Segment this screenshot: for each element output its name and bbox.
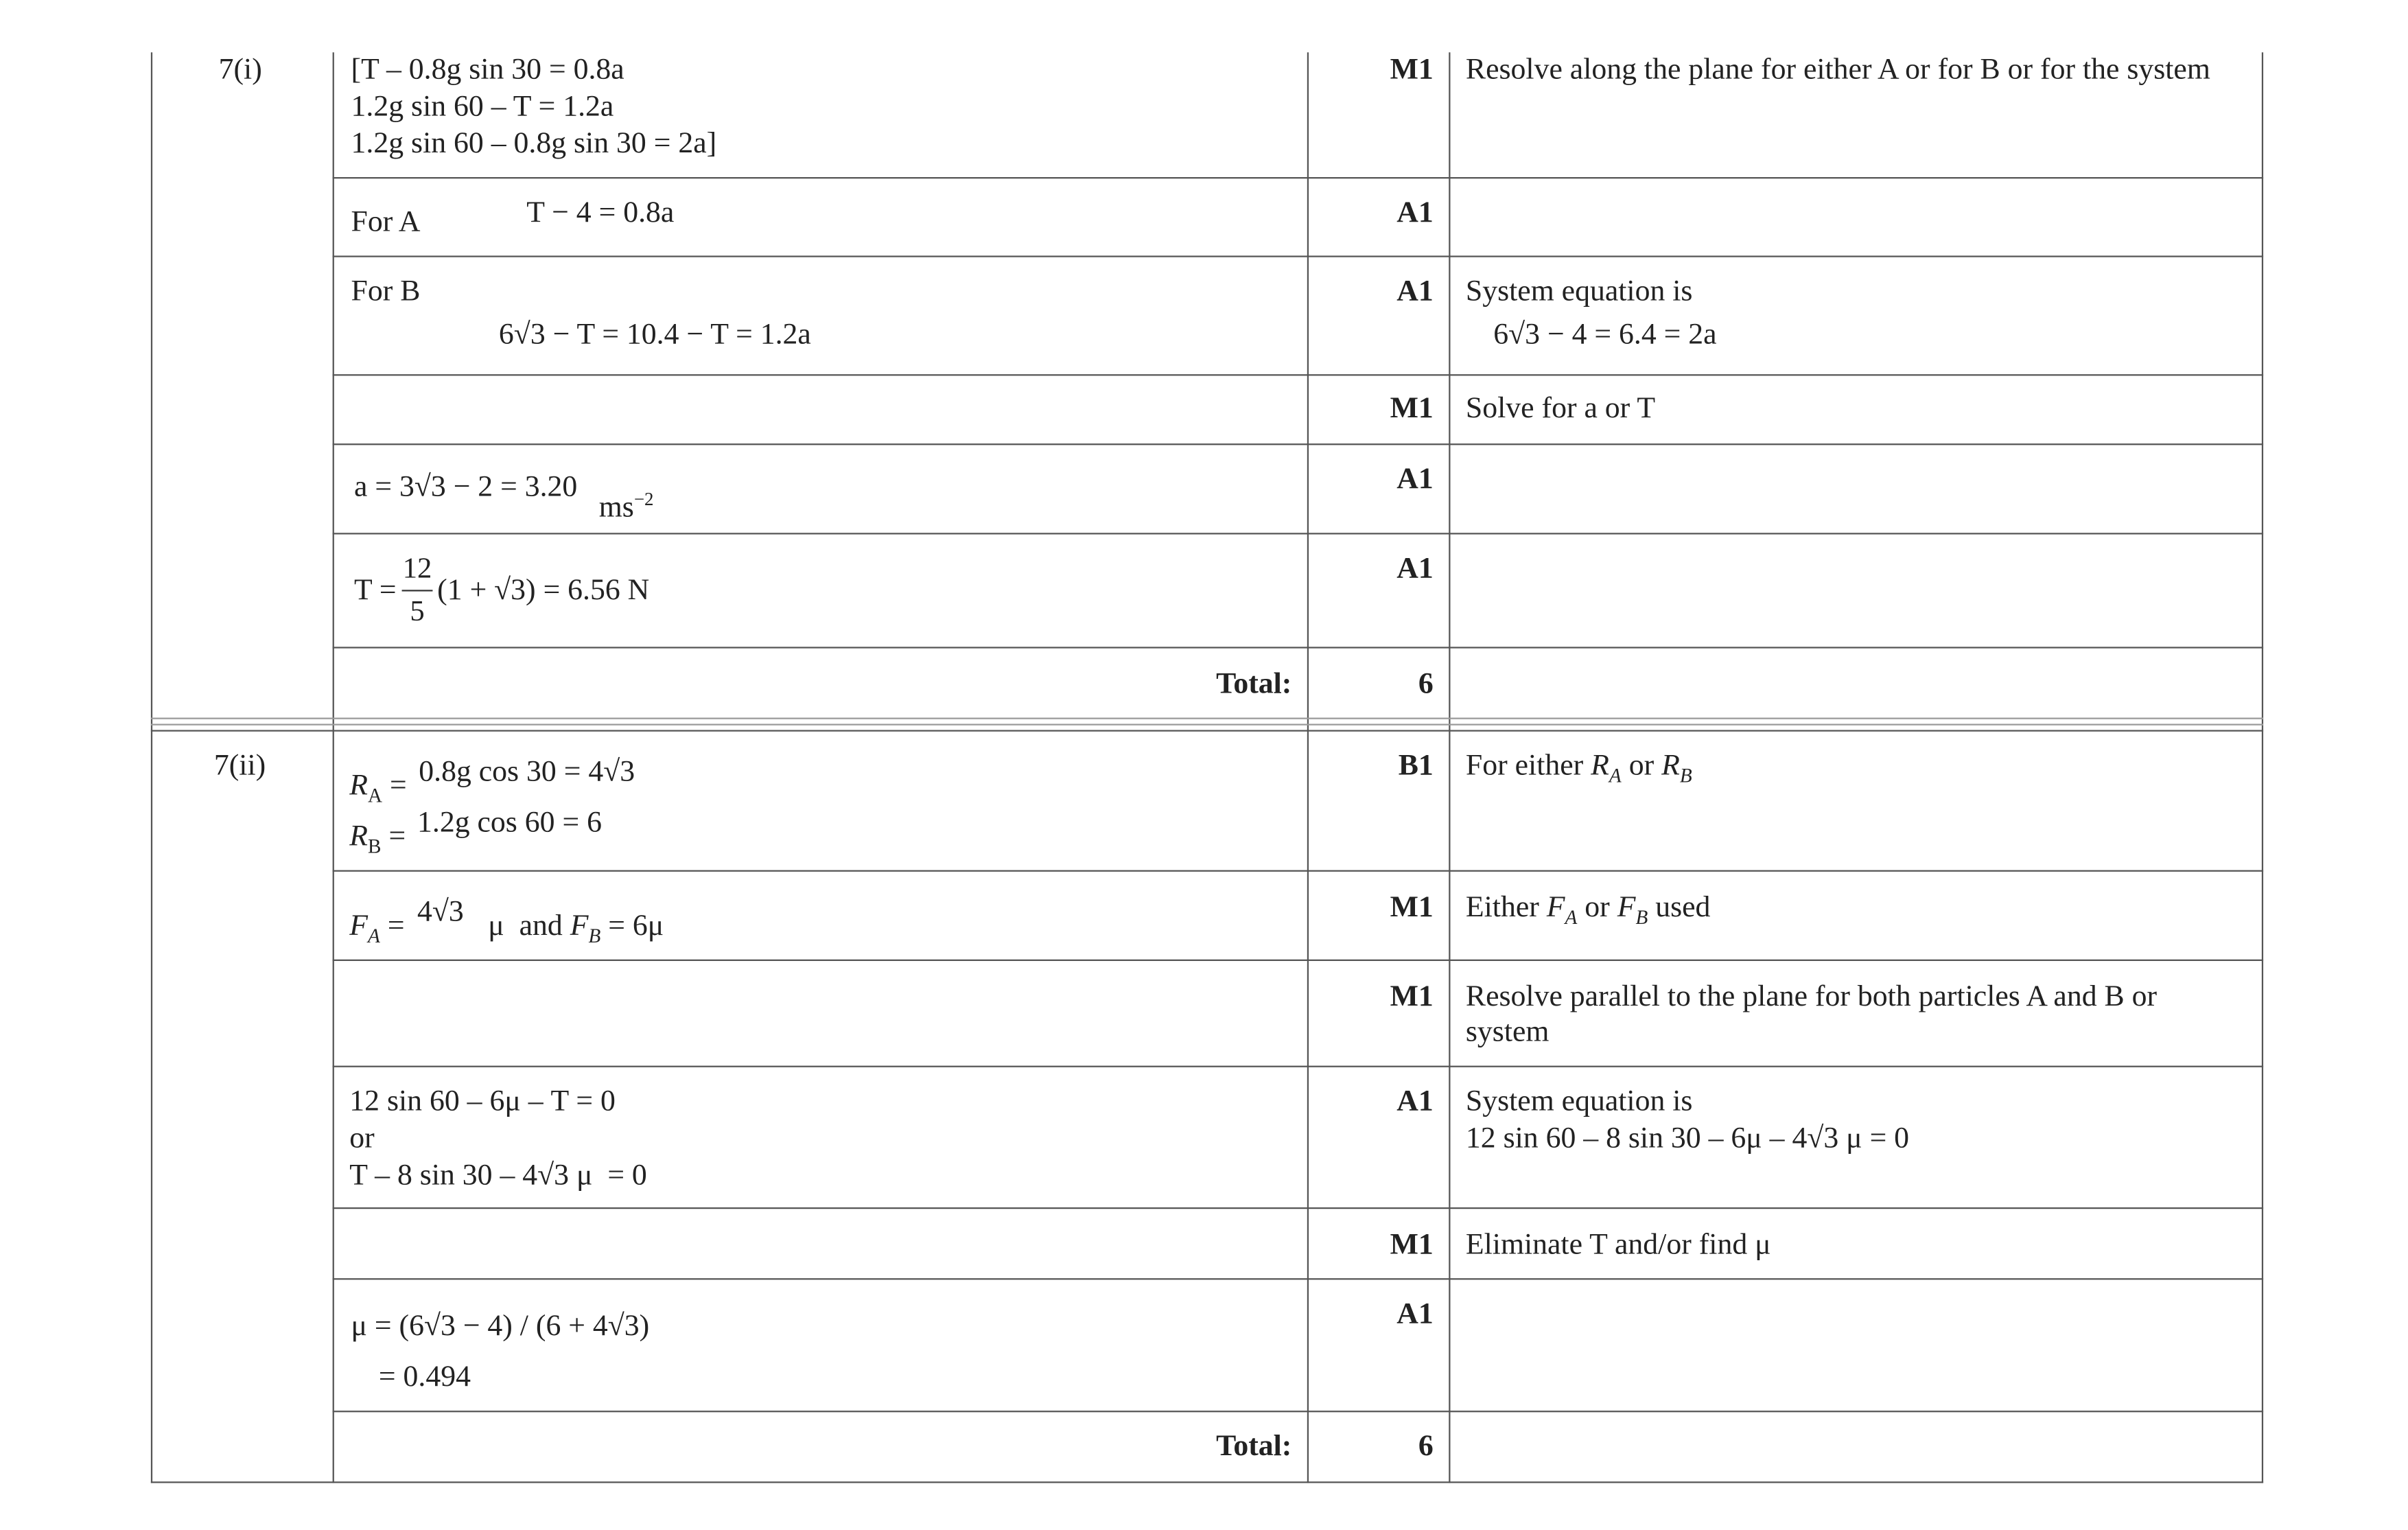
part-separator-bottom (151, 730, 2263, 731)
row-line (333, 255, 2263, 257)
mark-code: B1 (1398, 750, 1434, 783)
guidance-text: Solve for a or T (1465, 393, 1656, 426)
table-divider-question (333, 52, 334, 1483)
table-border-bottom (151, 1481, 2263, 1483)
row-line (333, 870, 2263, 872)
working-value: 4√3 (417, 896, 464, 929)
equation-suffix: (1 + √3) = 6.56 N (437, 574, 650, 607)
mark-code: A1 (1396, 553, 1434, 586)
row-label: For B (351, 275, 421, 308)
working-line: $R_B$ = (349, 820, 406, 858)
working-line: 1.2g sin 60 – T = 1.2a (351, 91, 614, 124)
row-line (333, 960, 2263, 961)
mark-code: A1 (1396, 197, 1434, 230)
equation: a = 3√3 − 2 = 3.20 (354, 471, 578, 504)
mark-code: M1 (1390, 393, 1434, 426)
total-label: Total: (1216, 1430, 1292, 1463)
mark-code: M1 (1390, 981, 1434, 1014)
row-line (333, 1278, 2263, 1279)
guidance-text: Either $F_A$ or $F_B$ used (1465, 892, 1711, 929)
table-divider-marks (1307, 52, 1309, 1483)
fraction-denominator: 5 (410, 596, 425, 629)
fraction-numerator: 12 (402, 553, 432, 586)
row-line (333, 647, 2263, 648)
fraction-bar (402, 590, 433, 591)
working-value: 0.8g cos 30 = 4√3 (419, 756, 635, 789)
total-value: 6 (1418, 1430, 1434, 1463)
working-line: 12 sin 60 – 6μ – T = 0 (349, 1085, 616, 1118)
mark-code: A1 (1396, 275, 1434, 308)
row-label: For A (351, 206, 421, 239)
table-divider-guidance (1449, 52, 1450, 1483)
guidance-text: system (1465, 1016, 1550, 1049)
total-label: Total: (1216, 668, 1292, 701)
mark-code: A1 (1396, 463, 1434, 496)
table-border-right (2262, 52, 2263, 1483)
mark-code: M1 (1390, 892, 1434, 925)
guidance-text: Eliminate T and/or find μ (1465, 1229, 1771, 1262)
row-line (333, 1411, 2263, 1412)
working-line: or (349, 1122, 375, 1155)
unit: $ms^{-2}$ (598, 488, 654, 524)
mark-code: A1 (1396, 1085, 1434, 1118)
equation-prefix: T = (354, 574, 397, 607)
guidance-text: System equation is (1465, 275, 1693, 308)
guidance-text: For either $R_A$ or $R_B$ (1465, 750, 1692, 787)
guidance-text: System equation is (1465, 1085, 1693, 1118)
working-line: $R_A$ = (349, 769, 407, 807)
working-line: μ = (6√3 − 4) / (6 + 4√3) (351, 1310, 650, 1343)
guidance-text: Resolve parallel to the plane for both particles A and B or (1465, 981, 2158, 1014)
part-separator-top (151, 718, 2263, 719)
row-line (333, 374, 2263, 375)
question-number: 7(ii) (213, 750, 266, 783)
working-line: 1.2g sin 60 – 0.8g sin 30 = 2a] (351, 128, 717, 161)
guidance-text: 12 sin 60 – 8 sin 30 – 6μ – 4√3 μ = 0 (1465, 1122, 1910, 1155)
mark-code: A1 (1396, 1298, 1434, 1331)
table-border-left (151, 52, 152, 1483)
question-number: 7(i) (218, 54, 262, 86)
equation: T − 4 = 0.8a (526, 197, 675, 230)
row-line (333, 1066, 2263, 1067)
mark-code: M1 (1390, 54, 1434, 86)
unit-power: −2 (633, 488, 654, 510)
guidance-equation: 6√3 − 4 = 6.4 = 2a (1493, 318, 1717, 351)
part-separator-mid (151, 723, 2263, 725)
row-line (333, 443, 2263, 445)
row-line (333, 1207, 2263, 1209)
total-value: 6 (1418, 668, 1434, 701)
equation: 6√3 − T = 10.4 − T = 1.2a (498, 318, 811, 351)
mark-code: M1 (1390, 1229, 1434, 1262)
guidance-text: Resolve along the plane for either A or for B or for the system (1465, 54, 2210, 86)
row-line (333, 177, 2263, 178)
working-line: = 0.494 (378, 1361, 471, 1394)
working-line: [T – 0.8g sin 30 = 0.8a (351, 54, 624, 86)
working-line: μ and $F_B = 6\mu$ (488, 909, 664, 947)
working-value: 1.2g cos 60 = 6 (417, 807, 602, 839)
working-line: $F_A$ = (349, 909, 405, 947)
row-line (333, 533, 2263, 534)
working-line: T – 8 sin 30 – 4√3 μ = 0 (349, 1159, 647, 1192)
